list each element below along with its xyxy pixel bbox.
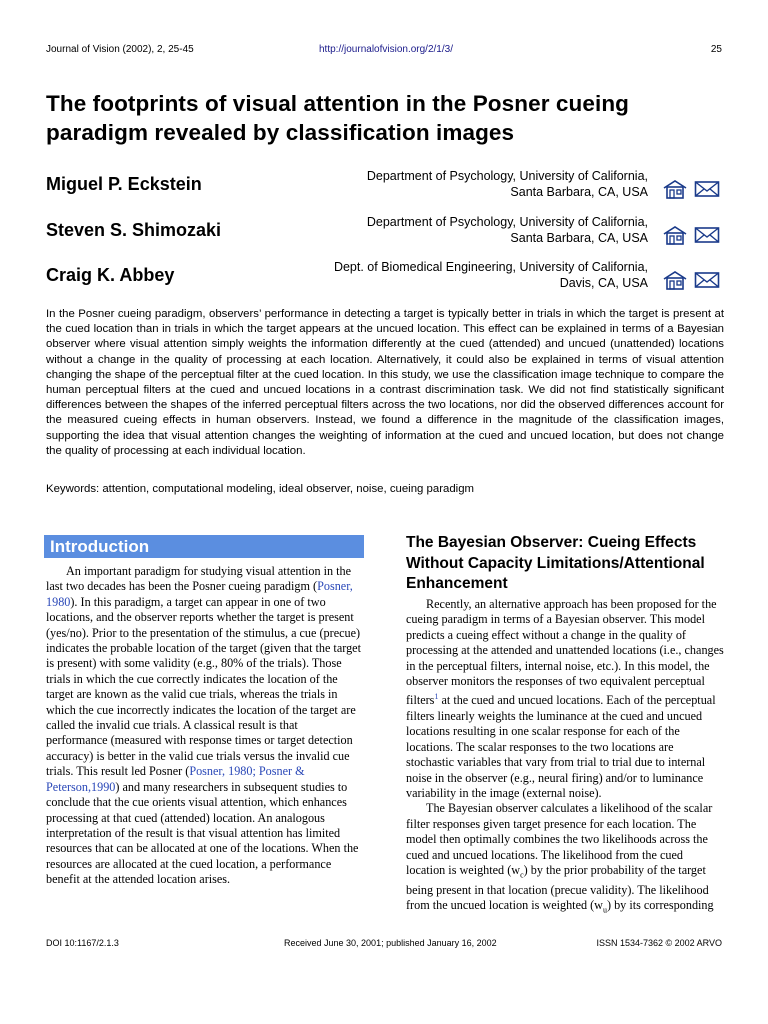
affiliation-line: Department of Psychology, University of California, bbox=[366, 215, 648, 229]
author-name: Steven S. Shimozaki bbox=[46, 220, 222, 240]
journal-url-link[interactable]: http://journalofvision.org/2/1/3/ bbox=[319, 44, 453, 55]
affiliation-line: Davis, CA, USA bbox=[559, 276, 648, 290]
text-run: at the cued and uncued locations. Each of the perceptual filters linearly weights the luminance at the cued and uncued locations resulting in one scalar response for each of the locations. The scalar responses to the two locations are stochastic variables that vary from trial to trial due to internal noise in the observer (e.g., neural firing) and/or to luminance variability in the image (external noise). bbox=[406, 693, 716, 800]
author-affiliation bbox=[367, 214, 648, 246]
abstract: In the Posner cueing paradigm, observers’ performance in detecting a target is typically better in trials in which the target is present at the cued location than in trials in which the target appears at the uncued location. This effect can be explained in terms of a Bayesian observer where visual attention simply weights the information differently at the cued (attended) and uncued (unattended) locations without a change in the quality of processing at each location. Alternatively, it could also be explained in terms of visual attention changing the shape of the perceptual filter at the cued location. In this study, we use the classification image technique to compare the human perceptual filters at the cued and uncued locations in a contrast discrimination task. We did not find statistically significant differences between the shapes of the inferred perceptual filters across the two locations, nor did the observed differences account for the measured cueing effects in human observers. Instead, we found a difference in the magnitude of the classification images, supporting the idea that visual attention changes the weighting of information at the cued and uncued location, but does not change the quality of processing at each individual location. bbox=[46, 308, 724, 457]
affiliation-line: Dept. of Biomedical Engineering, University of California, bbox=[333, 260, 648, 274]
citation-link[interactable]: Posner, 1980 bbox=[46, 579, 353, 609]
page-number: 25 bbox=[710, 44, 722, 55]
footer-doi: DOI 10:1167/2.1.3 bbox=[46, 938, 119, 948]
paragraph bbox=[406, 597, 724, 801]
home-icon[interactable] bbox=[662, 179, 688, 199]
section-heading-bayesian-observer: The Bayesian Observer: Cueing Effects Without Capacity Limitations/Attentional Enhancement bbox=[406, 534, 705, 592]
text-run: ). In this paradigm, a target can appear in one of two locations, and the observer reports whether the target is present (yes/no). Prior to the presentation of the stimulus, a cue (precue) indicates the probable location of the target (given that the target is present) with some validity (e.g., 80% of the trials). Those trials in which the cue correctly indicates the location of the target are known as the valid cue trials, whereas the trials in which the cue incorrectly indicates the location of the target are called the invalid cue trials. A classical result is that performance (measured with response times or target detection accuracy) is better in the valid cue trials versus the invalid cue trials. This result led Posner ( bbox=[46, 594, 361, 779]
subscript: u bbox=[602, 905, 607, 915]
author-links bbox=[662, 269, 726, 291]
introduction-body bbox=[46, 564, 362, 888]
author-row bbox=[46, 259, 726, 303]
affiliation-line: Department of Psychology, University of California, bbox=[366, 169, 648, 183]
home-icon[interactable] bbox=[662, 225, 688, 245]
subscript: c bbox=[520, 870, 524, 880]
author-row bbox=[46, 168, 726, 212]
citation-link[interactable]: Posner, 1980; Posner & Peterson,1990 bbox=[46, 764, 305, 794]
author-name: Craig K. Abbey bbox=[46, 265, 175, 285]
footnote-link[interactable]: 1 bbox=[434, 692, 439, 702]
text-run: Recently, an alternative approach has been proposed for the cueing paradigm in terms of a Bayesian observer. This model predicts a cueing effect without a change in the quality of processing at the attended and unattended locations (i.e., changes in the perceptual filters, internal noise, etc.). In this model, the observer monitors the responses of two equivalent perceptual filters bbox=[406, 597, 724, 708]
journal-citation: Journal of Vision (2002), 2, 25-45 bbox=[46, 44, 194, 55]
author-affiliation bbox=[334, 259, 648, 291]
text-run: An important paradigm for studying visual attention in the last two decades has been the Posner cueing paradigm ( bbox=[46, 564, 352, 594]
author-links bbox=[662, 224, 726, 246]
keywords: Keywords: attention, computational modeling, ideal observer, noise, cueing paradigm bbox=[46, 483, 475, 495]
paragraph bbox=[406, 801, 724, 918]
section-heading-introduction: Introduction bbox=[44, 535, 364, 558]
text-run: ) by the prior probability of the target being present in that location (precue validity). The likelihood from the uncued location is weighted (w bbox=[406, 862, 709, 913]
paragraph bbox=[46, 564, 362, 888]
author-name: Miguel P. Eckstein bbox=[46, 174, 202, 194]
affiliation-line: Santa Barbara, CA, USA bbox=[510, 185, 648, 199]
text-run: ) and many researchers in subsequent studies to conclude that the cue orients visual attention, which enhances processing at that cued (attended) location. An analogous interpretation of the result is that visual attention has limited resources that can be allocated at one of the locations. When the resources are allocated at the cued location, a performance benefit at the attended location arises. bbox=[46, 779, 359, 887]
footer-received: Received June 30, 2001; published January 16, 2002 bbox=[284, 938, 497, 948]
bayesian-body bbox=[406, 597, 724, 918]
text-run: ) by its corresponding bbox=[606, 898, 714, 913]
paper-title: The footprints of visual attention in the Posner cueing paradigm revealed by classification images bbox=[46, 91, 630, 145]
affiliation-line: Santa Barbara, CA, USA bbox=[510, 231, 648, 245]
text-run: The Bayesian observer calculates a likelihood of the scalar filter responses given target presence for each location. The model then optimally combines the two likelihoods across the cued and uncued locations. The likelihood from the cued location is weighted (w bbox=[406, 801, 713, 877]
home-icon[interactable] bbox=[662, 270, 688, 290]
mail-icon[interactable] bbox=[694, 179, 720, 199]
mail-icon[interactable] bbox=[694, 270, 720, 290]
footer-issn: ISSN 1534-7362 © 2002 ARVO bbox=[596, 938, 722, 948]
author-row bbox=[46, 214, 726, 258]
author-links bbox=[662, 178, 726, 200]
author-affiliation bbox=[367, 168, 648, 200]
mail-icon[interactable] bbox=[694, 225, 720, 245]
